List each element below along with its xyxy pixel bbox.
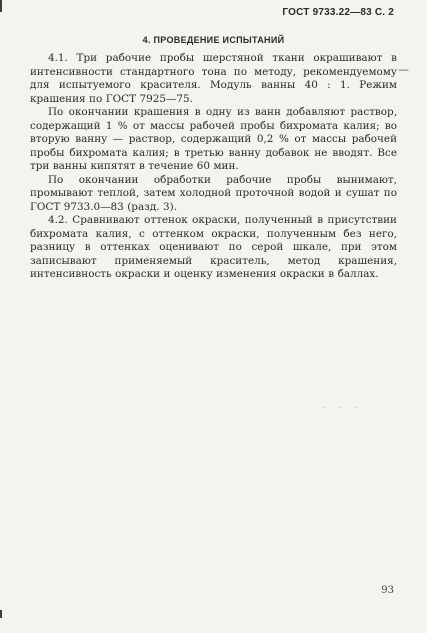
scan-edge-mark-top — [0, 0, 2, 12]
scan-edge-mark-bottom — [0, 610, 2, 618]
page-header: ГОСТ 9733.22—83 С. 2 — [282, 7, 394, 18]
document-body — [30, 52, 397, 282]
margin-mark: — — [398, 63, 409, 76]
scan-artifact-dots: · · · — [322, 404, 364, 412]
paragraph-4-1-continued: По окончании крашения в одну из ванн добавляют раствор, содержащий 1 % от массы рабочей пробы бихромата калия; во вторую ванну — раствор, содержащий 0,2 % от массы рабочей пробы бихромата калия; в третью ванну добавок не вводят. Все три ванны кипятят в течение 60 мин. — [30, 106, 397, 172]
section-title: 4. ПРОВЕДЕНИЕ ИСПЫТАНИЙ — [142, 35, 285, 45]
paragraph-4-1-processing: По окончании обработки рабочие пробы вынимают, промывают теплой, затем холодной проточной водой и сушат по ГОСТ 9733.0—83 (разд. 3). — [30, 173, 397, 213]
paragraph-4-1: 4.1. Три рабочие пробы шерстяной ткани окрашивают в интенсивности стандартного тона по методу, рекомендуемому для испытуемого красителя. Модуль ванны 40 : 1. Режим крашения по ГОСТ 7925—75. — [30, 52, 397, 105]
paragraph-4-2: 4.2. Сравнивают оттенок окраски, полученный в присутствии бихромата калия, с оттенком окраски, полученным без него, разницу в оттенках оценивают по серой шкале, при этом записывают применяемый краситель, метод крашения, интенсивность окраски и оценку изменения окраски в баллах. — [30, 214, 397, 280]
page-number: 93 — [381, 585, 394, 596]
